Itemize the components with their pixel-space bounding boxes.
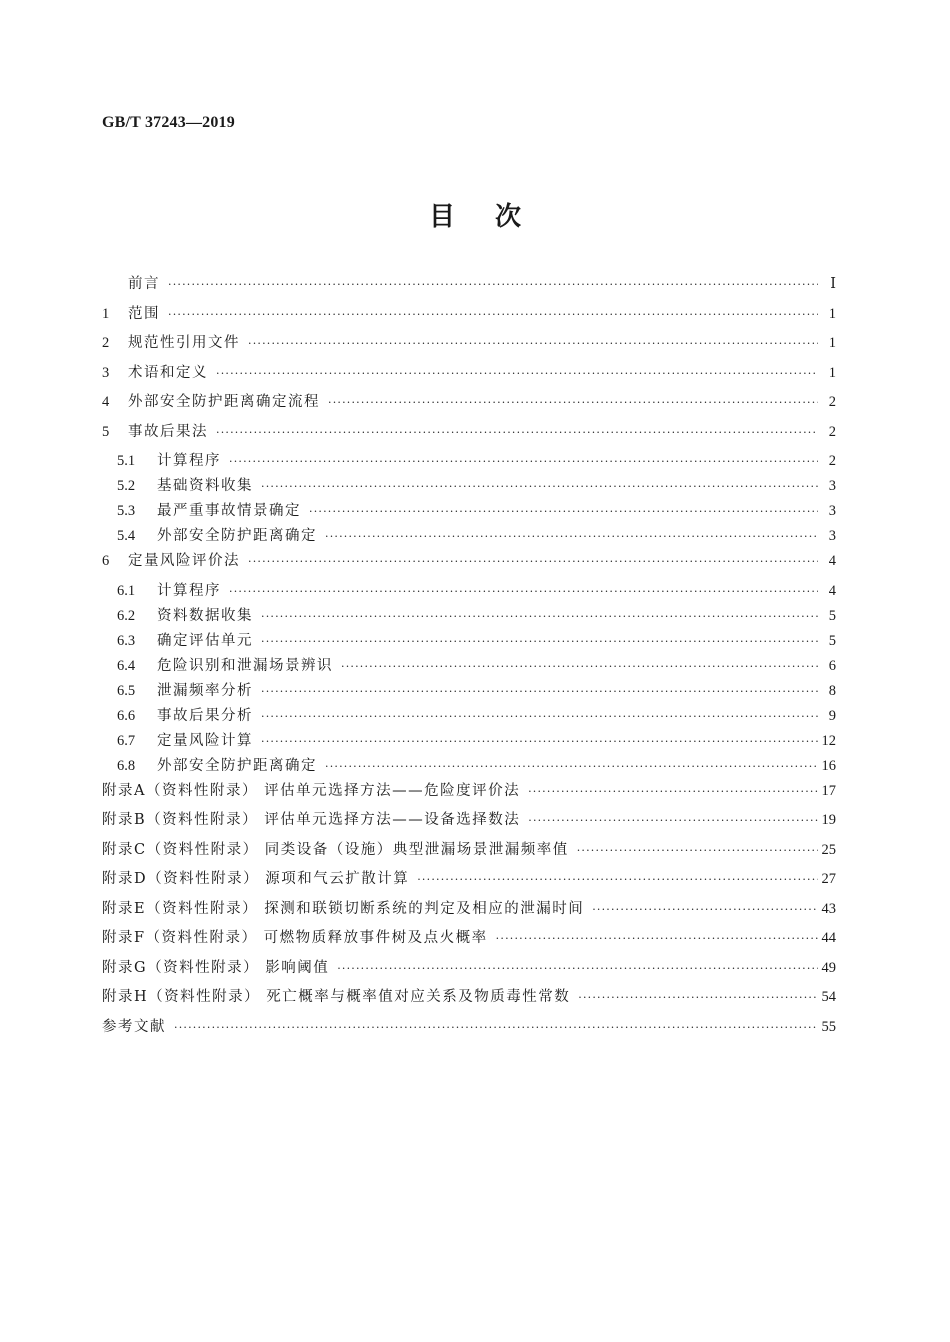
toc-leader-dots bbox=[248, 337, 818, 350]
toc-leader-dots bbox=[261, 710, 818, 723]
toc-entry-number: 6.1 bbox=[117, 582, 136, 599]
toc-entry[interactable] bbox=[102, 956, 836, 986]
toc-entry[interactable] bbox=[102, 474, 836, 499]
toc-entry-title: 术语和定义 bbox=[128, 364, 208, 381]
toc-entry-title: 资料数据收集 bbox=[157, 607, 253, 624]
toc-entry[interactable] bbox=[102, 867, 836, 897]
toc-entry[interactable] bbox=[102, 926, 836, 956]
toc-entry-page: 8 bbox=[828, 682, 836, 699]
toc-entry-title: 确定评估单元 bbox=[157, 632, 253, 649]
toc-entry-title: 计算程序 bbox=[157, 453, 221, 469]
toc-entry[interactable] bbox=[102, 604, 836, 629]
toc-entry-title: 前言 bbox=[128, 276, 160, 292]
toc-entry-title: 附录F（资料性附录） 可燃物质释放事件树及点火概率 bbox=[102, 930, 488, 946]
toc-entry-title: 计算程序 bbox=[157, 582, 221, 599]
toc-entry-title: 附录E（资料性附录） 探测和联锁切断系统的判定及相应的泄漏时间 bbox=[102, 900, 585, 917]
toc-leader-dots bbox=[325, 530, 818, 543]
toc-leader-dots bbox=[417, 873, 817, 886]
toc-leader-dots bbox=[496, 932, 818, 945]
toc-entry[interactable] bbox=[102, 754, 836, 779]
toc-entry-title: 最严重事故情景确定 bbox=[157, 503, 301, 519]
toc-entry-page: 17 bbox=[821, 782, 836, 799]
toc-entry-title: 泄漏频率分析 bbox=[157, 682, 253, 699]
toc-entry-page: 3 bbox=[828, 528, 836, 544]
toc-leader-dots bbox=[261, 685, 818, 698]
toc-entry-title: 事故后果分析 bbox=[157, 707, 253, 724]
toc-entry[interactable] bbox=[102, 331, 836, 361]
toc-entry-page: 3 bbox=[828, 478, 836, 494]
toc-leader-dots bbox=[528, 785, 817, 798]
toc-entry-page: Ⅰ bbox=[830, 276, 836, 292]
toc-entry-title: 附录H（资料性附录） 死亡概率与概率值对应关系及物质毒性常数 bbox=[102, 989, 571, 1005]
toc-leader-dots bbox=[328, 396, 818, 409]
toc-entry-page: 2 bbox=[828, 394, 836, 410]
toc-entry-title: 事故后果法 bbox=[128, 423, 208, 440]
toc-entry-number: 5.1 bbox=[117, 453, 136, 469]
toc-entry-page: 16 bbox=[821, 757, 836, 774]
toc-entry-number: 2 bbox=[102, 335, 110, 351]
toc-entry-page: 2 bbox=[828, 453, 836, 469]
toc-entry-number: 6.7 bbox=[117, 732, 136, 749]
toc-entry-page: 5 bbox=[828, 632, 836, 649]
toc-entry-title: 定量风险计算 bbox=[157, 732, 253, 749]
toc-leader-dots bbox=[261, 635, 818, 648]
toc-leader-dots bbox=[577, 844, 818, 857]
toc-entry-number: 1 bbox=[102, 305, 110, 322]
toc-entry-title: 外部安全防护距离确定 bbox=[157, 528, 317, 544]
toc-entry-number: 5.3 bbox=[117, 503, 136, 519]
toc-entry[interactable] bbox=[102, 302, 836, 332]
toc-entry[interactable] bbox=[102, 449, 836, 474]
toc-entry[interactable] bbox=[102, 729, 836, 754]
toc-entry-title: 外部安全防护距离确定 bbox=[157, 757, 317, 774]
toc-entry[interactable] bbox=[102, 779, 836, 809]
toc-entry[interactable] bbox=[102, 629, 836, 654]
toc-entry[interactable] bbox=[102, 704, 836, 729]
toc-entry[interactable] bbox=[102, 679, 836, 704]
toc-leader-dots bbox=[592, 903, 817, 916]
toc-entry-page: 9 bbox=[828, 707, 836, 724]
toc-entry[interactable] bbox=[102, 838, 836, 868]
toc-leader-dots bbox=[528, 814, 817, 827]
toc-entry-number: 6.8 bbox=[117, 757, 136, 774]
toc-entry-page: 2 bbox=[828, 423, 836, 440]
toc-entry-page: 6 bbox=[828, 657, 836, 674]
toc-leader-dots bbox=[309, 505, 818, 518]
toc-leader-dots bbox=[168, 308, 818, 321]
toc-leader-dots bbox=[261, 480, 818, 493]
toc-entry[interactable] bbox=[102, 361, 836, 391]
toc-entry-page: 25 bbox=[821, 841, 836, 858]
toc-leader-dots bbox=[216, 367, 818, 380]
toc-entry-page: 49 bbox=[821, 959, 836, 976]
toc-entry-page: 19 bbox=[821, 812, 836, 828]
toc-entry-title: 危险识别和泄漏场景辨识 bbox=[157, 657, 333, 674]
toc-entry-page: 1 bbox=[828, 364, 836, 381]
toc-entry-title: 附录D（资料性附录） 源项和气云扩散计算 bbox=[102, 871, 410, 887]
toc-entry[interactable] bbox=[102, 390, 836, 420]
toc-entry-page: 55 bbox=[821, 1018, 836, 1035]
toc-leader-dots bbox=[216, 426, 818, 439]
toc-entry-page: 54 bbox=[821, 989, 836, 1005]
toc-entry[interactable] bbox=[102, 272, 836, 302]
toc-entry-number: 6 bbox=[102, 553, 110, 569]
toc-entry[interactable] bbox=[102, 524, 836, 549]
toc-entry-title: 附录B（资料性附录） 评估单元选择方法——设备选择数法 bbox=[102, 812, 521, 828]
toc-entry-number: 6.6 bbox=[117, 707, 136, 724]
toc-entry-title: 范围 bbox=[128, 305, 160, 322]
toc-leader-dots bbox=[261, 610, 818, 623]
toc-entry-title: 附录G（资料性附录） 影响阈值 bbox=[102, 959, 330, 976]
toc-entry[interactable] bbox=[102, 654, 836, 679]
toc-leader-dots bbox=[337, 962, 817, 975]
toc-entry-page: 12 bbox=[821, 732, 836, 749]
table-of-contents bbox=[102, 272, 836, 1044]
toc-leader-dots bbox=[174, 1021, 818, 1034]
toc-entry-title: 定量风险评价法 bbox=[128, 553, 240, 569]
toc-entry-number: 5 bbox=[102, 423, 110, 440]
toc-entry-page: 4 bbox=[828, 553, 836, 569]
toc-entry-page: 43 bbox=[821, 900, 836, 917]
toc-entry[interactable] bbox=[102, 420, 836, 450]
toc-leader-dots bbox=[341, 660, 818, 673]
toc-entry[interactable] bbox=[102, 985, 836, 1015]
toc-entry[interactable] bbox=[102, 579, 836, 604]
toc-entry[interactable] bbox=[102, 808, 836, 838]
toc-entry[interactable] bbox=[102, 549, 836, 579]
toc-entry[interactable] bbox=[102, 897, 836, 927]
toc-leader-dots bbox=[168, 278, 818, 291]
toc-entry-title: 规范性引用文件 bbox=[128, 335, 240, 351]
toc-entry-number: 6.4 bbox=[117, 657, 136, 674]
toc-entry-page: 44 bbox=[821, 930, 836, 946]
toc-entry-number: 5.2 bbox=[117, 478, 136, 494]
standard-number: GB/T 37243—2019 bbox=[102, 114, 235, 131]
toc-entry-page: 5 bbox=[828, 607, 836, 624]
toc-entry[interactable] bbox=[102, 1015, 836, 1045]
toc-entry-title: 基础资料收集 bbox=[157, 478, 253, 494]
toc-entry-page: 1 bbox=[828, 305, 836, 322]
toc-leader-dots bbox=[261, 735, 818, 748]
toc-entry-page: 3 bbox=[828, 503, 836, 519]
toc-entry-title: 附录A（资料性附录） 评估单元选择方法——危险度评价法 bbox=[102, 782, 521, 799]
toc-leader-dots bbox=[229, 455, 818, 468]
toc-leader-dots bbox=[578, 991, 817, 1004]
toc-entry-number: 5.4 bbox=[117, 528, 136, 544]
toc-leader-dots bbox=[325, 760, 818, 773]
toc-entry[interactable] bbox=[102, 499, 836, 524]
toc-entry-number: 6.3 bbox=[117, 632, 136, 649]
toc-entry-number: 4 bbox=[102, 394, 110, 410]
toc-entry-number: 3 bbox=[102, 364, 110, 381]
toc-entry-number: 6.2 bbox=[117, 607, 136, 624]
toc-entry-title: 附录C（资料性附录） 同类设备（设施）典型泄漏场景泄漏频率值 bbox=[102, 841, 569, 858]
toc-entry-page: 1 bbox=[828, 335, 836, 351]
toc-entry-title: 外部安全防护距离确定流程 bbox=[128, 394, 320, 410]
toc-leader-dots bbox=[248, 555, 818, 568]
toc-entry-page: 27 bbox=[821, 871, 836, 887]
toc-entry-page: 4 bbox=[828, 582, 836, 599]
toc-leader-dots bbox=[229, 585, 818, 598]
toc-entry-title: 参考文献 bbox=[102, 1018, 166, 1035]
page-title: 目次 bbox=[428, 202, 561, 232]
toc-entry-number: 6.5 bbox=[117, 682, 136, 699]
